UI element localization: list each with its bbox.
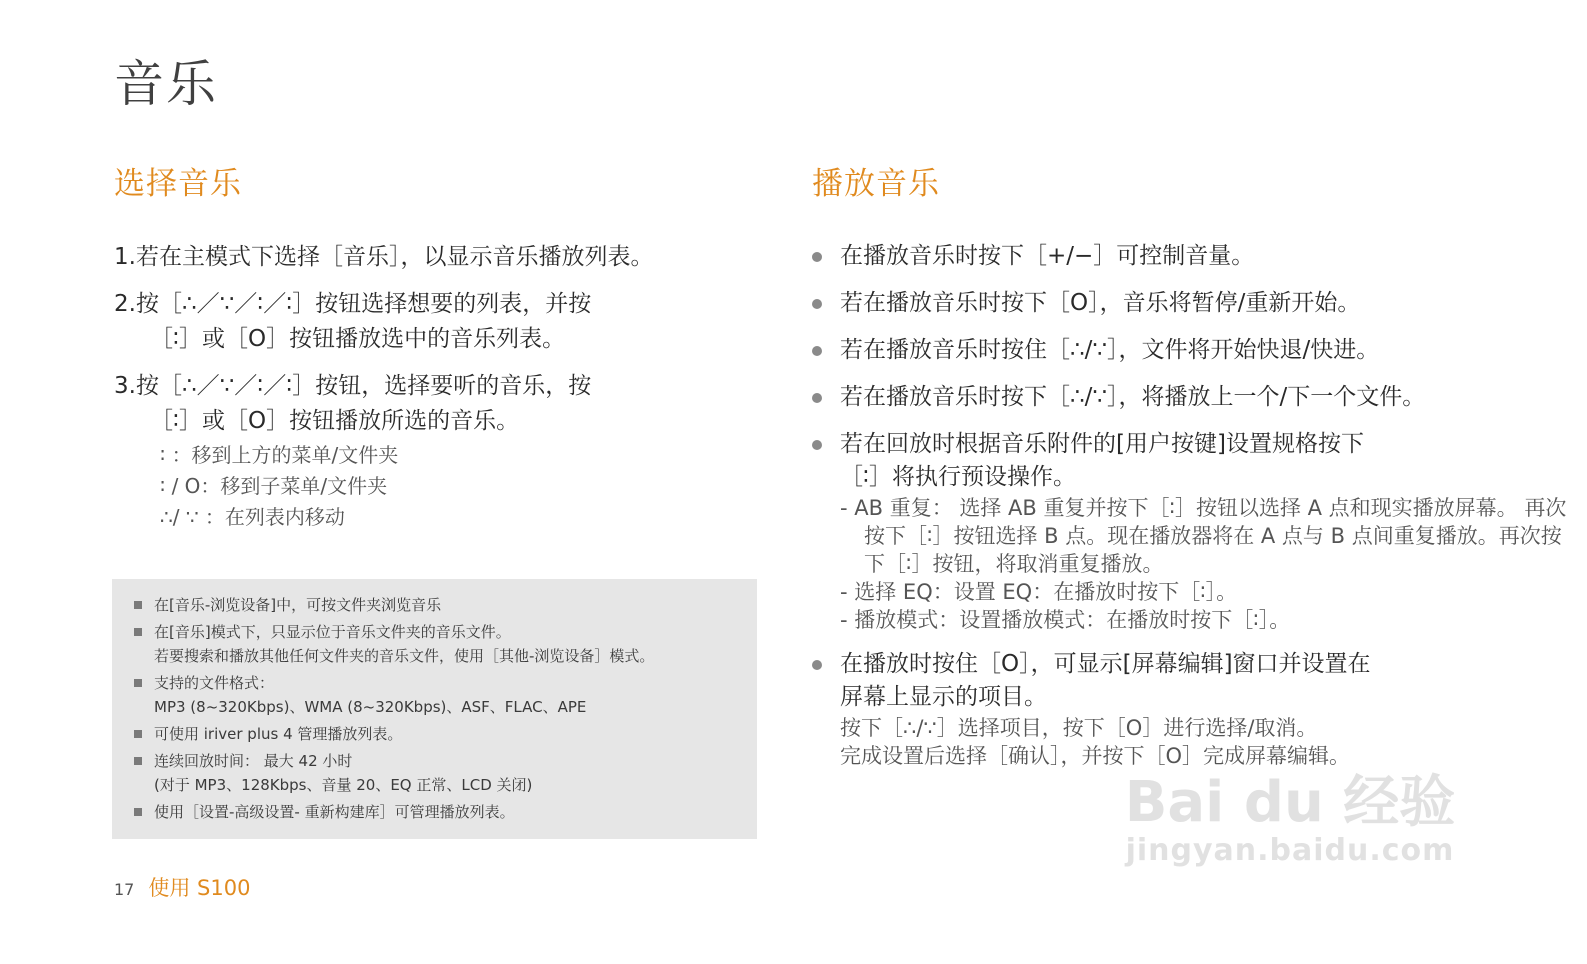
- dash-item: - AB 重复： 选择 AB 重复并按下［∶］按钮以选择 A 点和现实播放屏幕。 再次按下［∶］按钮选择 B 点。现在播放器将在 A 点与 B 点间重复播放。再次按下［∶］按钮，将取消重复播放。: [840, 496, 1567, 576]
- bullet-dot-icon: [812, 346, 822, 356]
- note-text: 若要搜索和播放其他任何文件夹的音乐文件，使用［其他-浏览设备］模式。: [154, 647, 655, 665]
- note-text: 支持的文件格式：: [154, 674, 275, 692]
- dash-item: - 播放模式：设置播放模式：在播放时按下［∶］。: [840, 608, 1291, 632]
- square-bullet-icon: [134, 601, 142, 609]
- watermark-line: Bai du 经验: [1124, 770, 1456, 835]
- bullet-text: 屏幕上显示的项目。: [840, 684, 1047, 710]
- step-sub-item: ∴/ ∵ ：在列表内移动: [160, 505, 345, 529]
- dash-item: - 选择 EQ：设置 EQ：在播放时按下［∶］。: [840, 580, 1238, 604]
- note-item: [134, 722, 757, 746]
- section-title-select-music: 选择音乐: [114, 166, 242, 202]
- note-item: [134, 749, 757, 797]
- step-sub-list: [114, 440, 804, 533]
- bullet-text: ［∶］将执行预设操作。: [840, 464, 1076, 490]
- bullet-item: [812, 240, 1572, 273]
- step-number: 3.: [114, 373, 136, 399]
- bullet-item: [812, 334, 1572, 367]
- bullet-dot-icon: [812, 299, 822, 309]
- step-sub-item: ∶ / O：移到子菜单/文件夹: [160, 474, 388, 498]
- baidu-watermark-logo: [1110, 770, 1470, 885]
- bullet-item: [812, 428, 1572, 634]
- bullet-text: 若在播放音乐时按下［O］，音乐将暂停/重新开始。: [840, 290, 1361, 316]
- bullet-dot-icon: [812, 393, 822, 403]
- bullet-item: [812, 381, 1572, 414]
- bullet-text: 在播放时按住［O］，可显示[屏幕编辑]窗口并设置在: [840, 651, 1371, 677]
- bullet-dot-icon: [812, 252, 822, 262]
- bullet-detail-text: 完成设置后选择［确认］，并按下［O］完成屏幕编辑。: [840, 744, 1351, 768]
- play-music-list: [812, 240, 1572, 784]
- note-item: [134, 620, 757, 668]
- step-number: 2.: [114, 291, 136, 317]
- page-title: 音乐: [114, 55, 218, 113]
- bullet-detail-text: 按下［∴/∵］选择项目，按下［O］进行选择/取消。: [840, 716, 1318, 740]
- note-text: 使用［设置-高级设置- 重新构建库］可管理播放列表。: [154, 803, 515, 821]
- note-box: [112, 579, 757, 839]
- bullet-dot-icon: [812, 660, 822, 670]
- bullet-text: 在播放音乐时按下［+/−］可控制音量。: [840, 243, 1255, 269]
- note-text: MP3 (8~320Kbps)、WMA (8~320Kbps)、ASF、FLAC、APE: [154, 698, 587, 716]
- step-item-1: [114, 240, 804, 275]
- step-text-continued: ［∶］或［O］按钮播放选中的音乐列表。: [150, 326, 566, 352]
- bullet-item: [812, 287, 1572, 320]
- bullet-text: 若在回放时根据音乐附件的[用户按键]设置规格按下: [840, 431, 1364, 457]
- note-item: [134, 800, 757, 824]
- note-text: (对于 MP3、128Kbps、音量 20、EQ 正常、LCD 关闭): [154, 776, 533, 794]
- square-bullet-icon: [134, 628, 142, 636]
- note-text: 在[音乐-浏览设备]中，可按文件夹浏览音乐: [154, 596, 442, 614]
- page-number: 17: [114, 880, 135, 899]
- note-text: 在[音乐]模式下，只显示位于音乐文件夹的音乐文件。: [154, 623, 511, 641]
- step-item-3: [114, 369, 804, 533]
- square-bullet-icon: [134, 730, 142, 738]
- note-text: 可使用 iriver plus 4 管理播放列表。: [154, 725, 403, 743]
- step-sub-item: ∶ ：移到上方的菜单/文件夹: [160, 443, 399, 467]
- square-bullet-icon: [134, 757, 142, 765]
- bullet-item: [812, 648, 1572, 770]
- note-text: 连续回放时间： 最大 42 小时: [154, 752, 353, 770]
- note-item: [134, 593, 757, 617]
- page-footer: [114, 876, 250, 902]
- bullet-text: 若在播放音乐时按下［∴/∵］，将播放上一个/下一个文件。: [840, 384, 1426, 410]
- bullet-dot-icon: [812, 440, 822, 450]
- square-bullet-icon: [134, 679, 142, 687]
- step-number: 1.: [114, 244, 136, 270]
- step-list: [114, 240, 804, 545]
- step-text: 若在主模式下选择［音乐］，以显示音乐播放列表。: [135, 244, 654, 270]
- step-item-2: [114, 287, 804, 357]
- section-title-play-music: 播放音乐: [812, 166, 940, 202]
- bullet-text: 若在播放音乐时按住［∴/∵］，文件将开始快退/快进。: [840, 337, 1380, 363]
- watermark-url: jingyan.baidu.com: [1125, 833, 1455, 868]
- note-item: [134, 671, 757, 719]
- step-text-continued: ［∶］或［O］按钮播放所选的音乐。: [150, 408, 520, 434]
- step-text: 按［∴／∵／∶／∶］按钮，选择要听的音乐，按: [135, 373, 592, 399]
- square-bullet-icon: [134, 808, 142, 816]
- step-text: 按［∴／∵／∶／∶］按钮选择想要的列表，并按: [135, 291, 592, 317]
- footer-section-label: 使用 S100: [148, 876, 251, 900]
